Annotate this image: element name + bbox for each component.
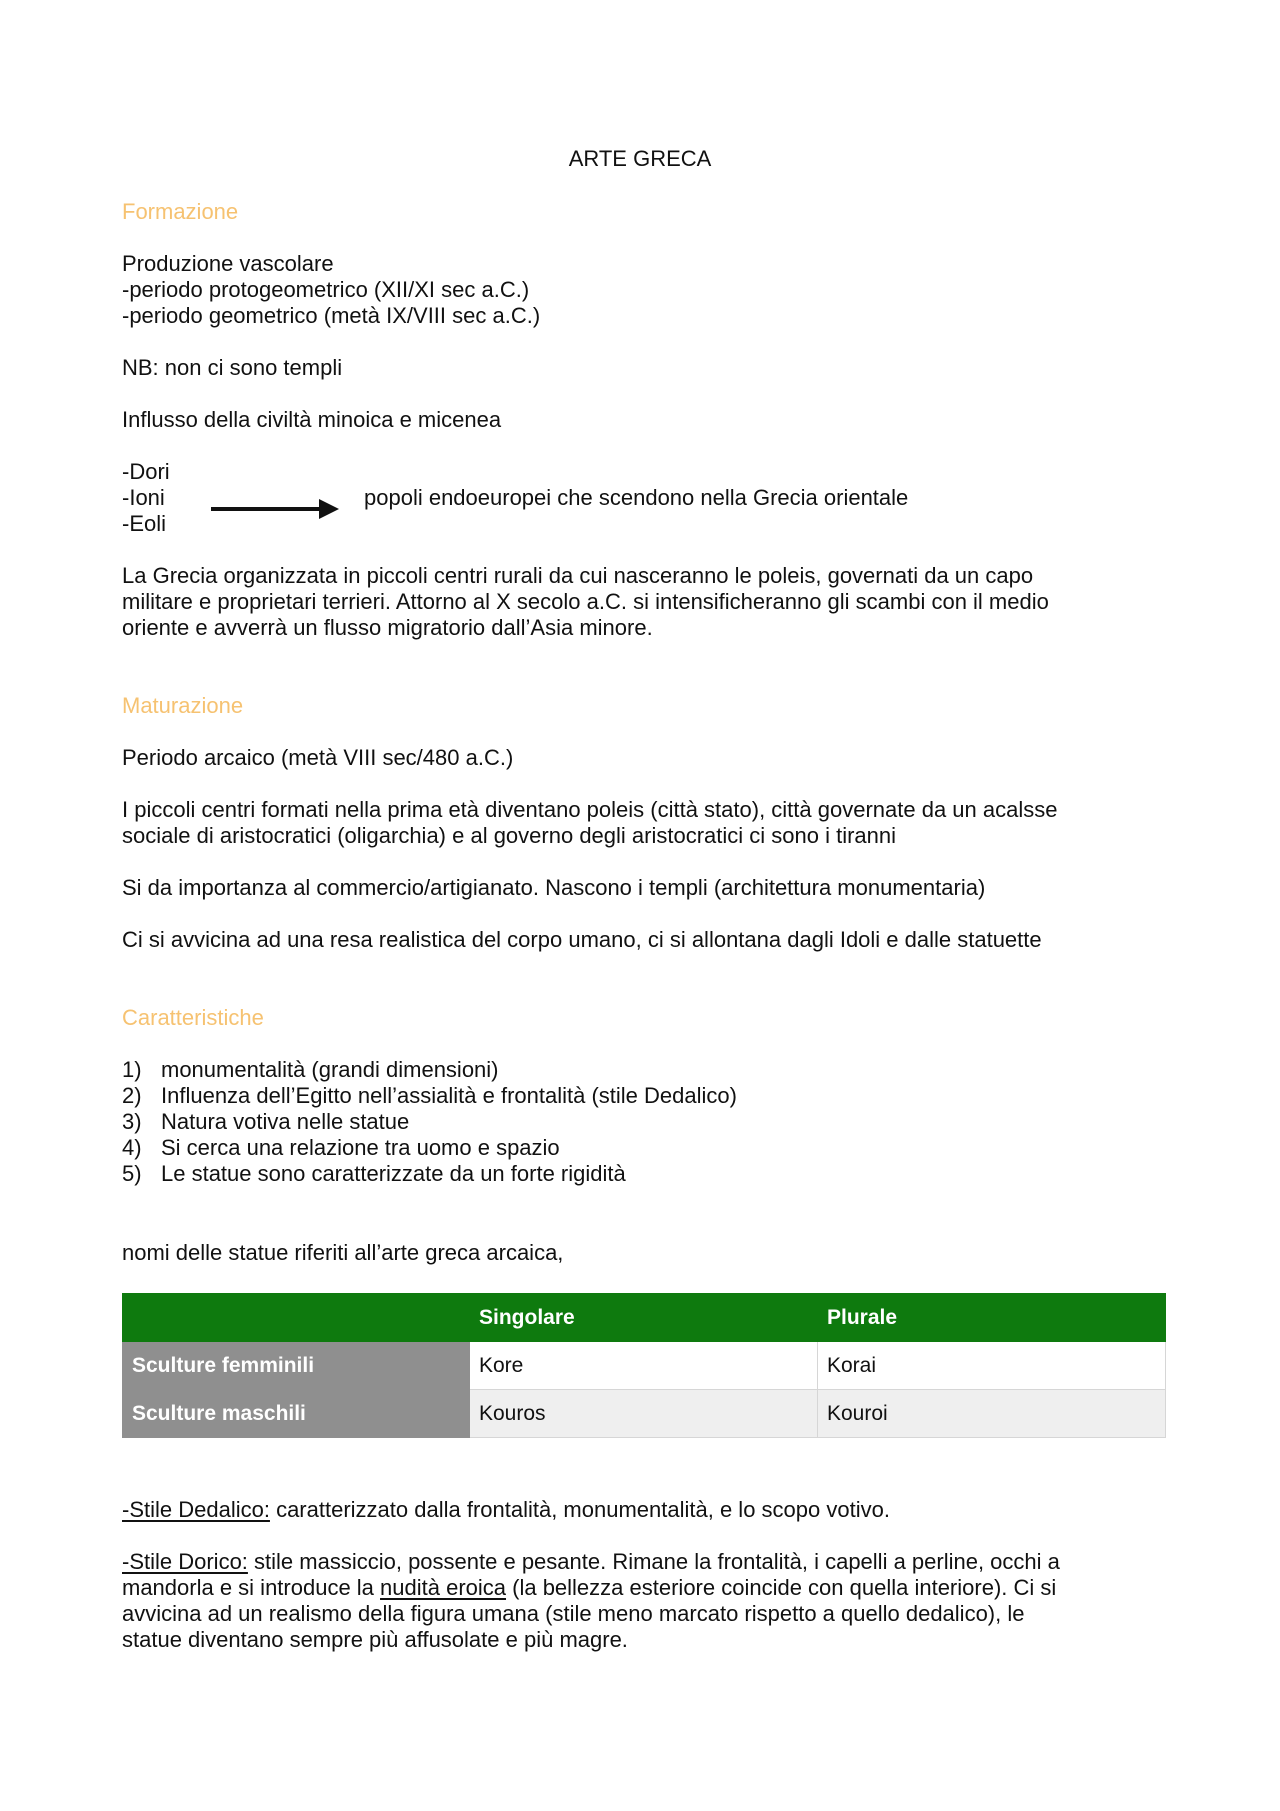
paragraph-poleis-line2: sociale di aristocratici (oligarchia) e al governo degli aristocratici ci sono i tiranni <box>122 823 897 848</box>
table-row <box>123 1342 1166 1390</box>
text-periodo-geometrico: -periodo geometrico (metà IX/VIII sec a.C.) <box>122 303 541 328</box>
row-label: Sculture maschili <box>123 1390 470 1438</box>
paragraph-formazione-line1: La Grecia organizzata in piccoli centri rurali da cui nasceranno le poleis, governati da un capo <box>122 563 1034 588</box>
heading-formazione: Formazione <box>122 199 239 224</box>
table-row <box>123 1390 1166 1438</box>
text-periodo-protogeometrico: -periodo protogeometrico (XII/XI sec a.C.) <box>122 277 530 302</box>
paragraph-formazione-line2: militare e proprietari terrieri. Attorno al X secolo a.C. si intensificheranno gli scambi con il medio <box>122 589 1049 614</box>
paragraph-stile-dorico-line3: avvicina ad un realismo della figura umana (stile meno marcato rispetto a quello dedalico), le <box>122 1601 1025 1626</box>
paragraph-formazione-line3: oriente e avverrà un flusso migratorio dall’Asia minore. <box>122 615 653 640</box>
paragraph-stile-dorico-line2: mandorla e si introduce la nudità eroica (la bellezza esteriore coincide con quella interiore). Ci si <box>122 1575 1057 1600</box>
table-header-singolare: Singolare <box>470 1294 818 1342</box>
term-stile-dedalico: -Stile Dedalico: <box>122 1497 270 1522</box>
term-stile-dorico: -Stile Dorico: <box>122 1549 248 1574</box>
popolo-dori: -Dori <box>122 459 170 484</box>
table-header-plurale: Plurale <box>818 1294 1166 1342</box>
right-arrow-icon <box>211 496 339 522</box>
cell-singolare: Kouros <box>470 1390 818 1438</box>
text-popoli-desc: popoli endoeuropei che scendono nella Grecia orientale <box>364 485 909 510</box>
paragraph-poleis-line1: I piccoli centri formati nella prima età diventano poleis (città stato), città governate da un acalsse <box>122 797 1058 822</box>
text-produzione: Produzione vascolare <box>122 251 334 276</box>
text-nb: NB: non ci sono templi <box>122 355 343 380</box>
paragraph-commercio: Si da importanza al commercio/artigianato. Nascono i templi (architettura monumentaria) <box>122 875 986 900</box>
table-header-empty <box>123 1294 470 1342</box>
cell-plurale: Kouroi <box>818 1390 1166 1438</box>
text-nomi-statue: nomi delle statue riferiti all’arte greca arcaica, <box>122 1240 564 1265</box>
paragraph-stile-dorico-line1: -Stile Dorico: stile massiccio, possente e pesante. Rimane la frontalità, i capelli a perline, occhi a <box>122 1549 1060 1574</box>
list-item: 1) monumentalità (grandi dimensioni) <box>122 1057 499 1082</box>
paragraph-stile-dedalico: -Stile Dedalico: caratterizzato dalla frontalità, monumentalità, e lo scopo votivo. <box>122 1497 890 1522</box>
popolo-eoli: -Eoli <box>122 511 167 536</box>
list-item: 3) Natura votiva nelle statue <box>122 1109 410 1134</box>
cell-singolare: Kore <box>470 1342 818 1390</box>
paragraph-realismo: Ci si avvicina ad una resa realistica del corpo umano, ci si allontana dagli Idoli e dalle statuette <box>122 927 1042 952</box>
table-header-row <box>123 1294 1166 1342</box>
list-item: 5) Le statue sono caratterizzate da un forte rigidità <box>122 1161 626 1186</box>
document-title: ARTE GRECA <box>568 146 712 171</box>
popolo-ioni: -Ioni <box>122 485 165 510</box>
statue-names-table <box>122 1293 1166 1438</box>
caratteristiche-list <box>122 1057 737 1187</box>
list-item: 2) Influenza dell’Egitto nell’assialità e frontalità (stile Dedalico) <box>122 1083 737 1108</box>
term-nudita-eroica: nudità eroica <box>380 1575 507 1600</box>
text-influsso: Influsso della civiltà minoica e micenea <box>122 407 502 432</box>
row-label: Sculture femminili <box>123 1342 470 1390</box>
paragraph-stile-dorico-line4: statue diventano sempre più affusolate e più magre. <box>122 1627 628 1652</box>
cell-plurale: Korai <box>818 1342 1166 1390</box>
heading-caratteristiche: Caratteristiche <box>122 1005 264 1030</box>
list-item: 4) Si cerca una relazione tra uomo e spazio <box>122 1135 560 1160</box>
text-periodo-arcaico: Periodo arcaico (metà VIII sec/480 a.C.) <box>122 745 514 770</box>
heading-maturazione: Maturazione <box>122 693 244 718</box>
